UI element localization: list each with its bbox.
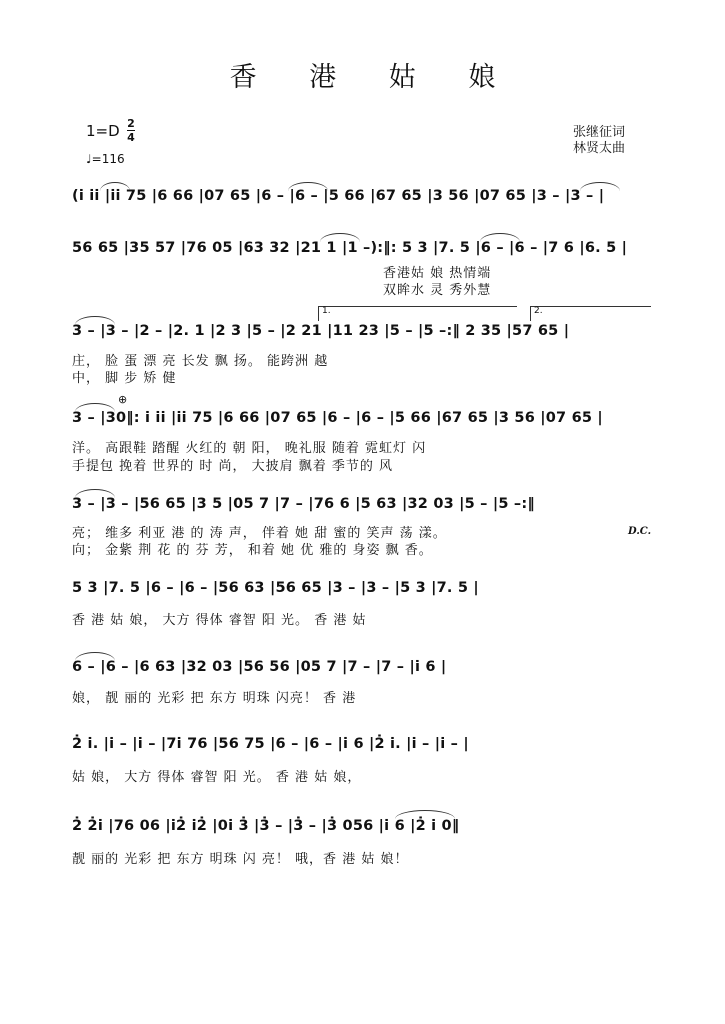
lyrics-row-3-verse-2: 中， 脚 步 矫 健 xyxy=(72,371,177,386)
tie-arc xyxy=(480,233,520,242)
tie-arc xyxy=(75,403,115,412)
notation-row-2: 56 65 |35 57 |76 05 |63 32 |21 1 |1 –):‖: 5 3 |7. 5 |6 – |6 – |7 6 |6. 5 | xyxy=(72,240,628,256)
lyrics-row-6: 香 港 姑 娘， 大方 得体 睿智 阳 光。 香 港 姑 xyxy=(72,613,367,628)
tie-arc xyxy=(75,652,115,661)
credits xyxy=(573,125,625,157)
composer-credit: 林贤太曲 xyxy=(573,141,626,156)
volta-2-label: 2. xyxy=(534,306,543,316)
volta-1-bracket xyxy=(318,306,517,321)
time-signature xyxy=(127,118,135,143)
notation-row-5: 3 – |3 – |56 65 |3 5 |05 7 |7 – |76 6 |5 63 |32 03 |5 – |5 –:‖ xyxy=(72,496,535,512)
coda-sign: ⊕ xyxy=(118,393,128,406)
lyrics-row-8: 姑 娘， 大方 得体 睿智 阳 光。 香 港 姑 娘， xyxy=(72,770,362,785)
lyrics-row-3-verse-1: 庄， 脸 蛋 漂 亮 长发 飘 扬。 能跨洲 越 xyxy=(72,354,329,369)
notation-row-1: (i̇ i̇i̇ |i̇i̇ 75 |6 66 |07 65 |6 – |6 – |5 66 |67 65 |3 56 |07 65 |3 – |3 – | xyxy=(72,188,605,204)
lyrics-row-9: 靓 丽的 光彩 把 东方 明珠 闪 亮！ 哦，香 港 姑 娘！ xyxy=(72,852,409,867)
tie-arc xyxy=(580,182,620,191)
song-title: 香 港 姑 娘 xyxy=(229,62,518,93)
lyrics-row-5-verse-1: 亮； 维多 利亚 港 的 涛 声， 伴着 她 甜 蜜的 笑声 荡 漾。 xyxy=(72,526,447,541)
lyrics-row-5-verse-2: 向； 金紫 荆 花 的 芬 芳， 和着 她 优 雅的 身姿 飘 香。 xyxy=(72,543,433,558)
notation-row-7: 6 – |6 – |6 63 |32 03 |56 56 |05 7 |7 – |7 – |i̇ 6 | xyxy=(72,659,447,675)
lyrics-row-7: 娘， 靓 丽的 光彩 把 东方 明珠 闪亮！ 香 港 xyxy=(72,691,357,706)
notation-row-4: 3 – |30‖: i̇ i̇i̇ |i̇i̇ 75 |6 66 |07 65 |6 – |6 – |5 66 |67 65 |3 56 |07 65 | xyxy=(72,410,603,426)
lyrics-row-4-verse-2: 手提包 挽着 世界的 时 尚， 大披肩 飘着 季节的 风 xyxy=(72,459,394,474)
volta-1-label: 1. xyxy=(322,306,331,316)
notation-row-3: 3 – |3 – |2 – |2. 1 |2 3 |5 – |2 21 |11 23 |5 – |5 –:‖ 2 35 |57 65 | xyxy=(72,323,570,339)
tie-arc xyxy=(75,489,115,498)
da-capo-mark: D.C. xyxy=(628,526,652,537)
key-signature: 1=D xyxy=(86,122,120,140)
tempo-marking: ♩=116 xyxy=(86,152,125,166)
lyrics-row-2-verse-1: 香港姑 娘 热情端 xyxy=(383,266,492,281)
tie-arc xyxy=(395,810,455,819)
tie-arc xyxy=(288,182,328,191)
time-signature-bottom: 4 xyxy=(127,131,135,144)
tie-arc xyxy=(75,316,115,325)
lyrics-row-4-verse-1: 洋。 高跟鞋 踏醒 火红的 朝 阳， 晚礼服 随着 霓虹灯 闪 xyxy=(72,441,427,456)
notation-row-9: 2̇ 2̇i̇ |76 06 |i̇2̇ i̇2̇ |0i̇ 3̇ |3̇ – |3̇ – |3̇ 056 |i̇ 6 |2̇ i̇ 0‖ xyxy=(72,818,460,834)
tie-arc xyxy=(100,182,130,191)
notation-row-8: 2̇ i̇. |i̇ – |i̇ – |7i̇ 76 |56 75 |6 – |6 – |i̇ 6 |2̇ i̇. |i̇ – |i̇ – | xyxy=(72,736,469,752)
tie-arc xyxy=(320,233,360,242)
lyricist-credit: 张继征词 xyxy=(573,125,626,140)
volta-2-bracket xyxy=(530,306,651,321)
time-signature-top: 2 xyxy=(127,117,135,130)
lyrics-row-2-verse-2: 双眸水 灵 秀外慧 xyxy=(383,283,492,298)
notation-row-6: 5 3 |7. 5 |6 – |6 – |56 63 |56 65 |3 – |3 – |5 3 |7. 5 | xyxy=(72,580,479,596)
